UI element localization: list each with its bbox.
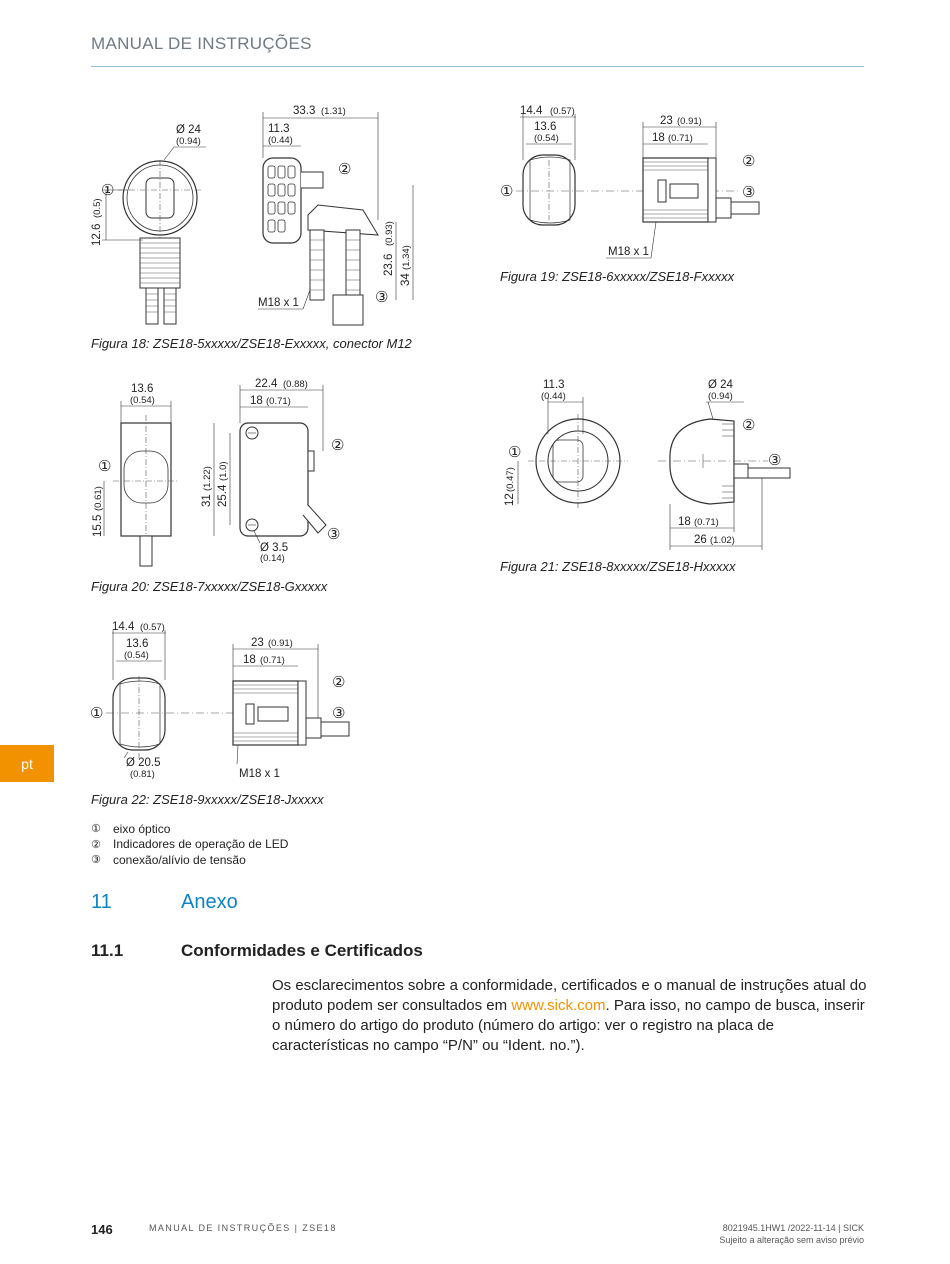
legend-item <box>91 852 288 868</box>
figure-19 <box>498 100 778 265</box>
fig20-dim-d6: 25.4 <box>217 484 229 507</box>
legend-text: eixo óptico <box>113 821 171 836</box>
fig19-dim-d3: 23 <box>660 115 673 127</box>
legend-text: conexão/alívio de tensão <box>113 852 246 867</box>
fig18-dim-d2b: (1.31) <box>321 106 346 117</box>
figure-20-drawing <box>88 375 368 575</box>
fig21-dim-d4: 18 <box>678 516 691 528</box>
legend-number: ① <box>91 823 101 836</box>
fig22-dim-d5: Ø 20.5 <box>126 757 161 769</box>
fig20-dim-d5b: (1.22) <box>202 466 213 491</box>
fig21-dim-d3: 12 <box>504 493 516 506</box>
fig19-dim-d3b: (0.91) <box>677 116 702 127</box>
fig18-thread: M18 x 1 <box>258 297 299 309</box>
legend-text: Indicadores de operação de LED <box>113 837 289 852</box>
figure-19-drawing <box>498 100 778 265</box>
fig18-dim-d6: 34 <box>400 273 412 286</box>
fig20-marker-2: ② <box>331 437 345 454</box>
footer-note: Sujeito a alteração sem aviso prévio <box>719 1235 864 1245</box>
fig22-dim-d1: 14.4 <box>112 621 135 633</box>
fig18-dim-d6b: (1.34) <box>401 245 412 270</box>
fig18-dim-d2: 33.3 <box>293 105 316 117</box>
header-rule <box>91 66 864 67</box>
fig21-dim-d1b: (0.44) <box>541 391 566 402</box>
figure-18-drawing <box>88 100 448 330</box>
figure-19-caption: Figura 19: ZSE18-6xxxxx/ZSE18-Fxxxxx <box>500 269 735 284</box>
fig20-dim-d3: 18 <box>250 395 263 407</box>
fig20-dim-d6b: (1.0) <box>218 461 229 481</box>
section-title: Anexo <box>181 891 238 913</box>
fig22-marker-3: ③ <box>332 705 346 722</box>
footer-reference <box>719 1222 864 1246</box>
fig19-dim-d2b: (0.54) <box>534 133 559 144</box>
figure-22-drawing <box>88 618 368 783</box>
fig21-marker-2: ② <box>742 417 756 434</box>
subsection-title: Conformidades e Certificados <box>181 941 423 960</box>
fig20-dim-d7b: (0.14) <box>260 553 285 564</box>
figure-21-drawing <box>498 374 798 554</box>
legend-number: ② <box>91 838 101 851</box>
fig19-dim-d4b: (0.71) <box>668 133 693 144</box>
fig21-marker-1: ① <box>508 444 522 461</box>
fig19-dim-d2: 13.6 <box>534 121 557 133</box>
fig22-marker-2: ② <box>332 674 346 691</box>
fig22-dim-d2b: (0.54) <box>124 650 149 661</box>
figure-22-caption: Figura 22: ZSE18-9xxxxx/ZSE18-Jxxxxx <box>91 792 324 807</box>
fig18-dim-d1b: (0.94) <box>176 136 201 147</box>
section-number: 11 <box>91 891 112 913</box>
fig22-dim-d5b: (0.81) <box>130 769 155 780</box>
fig21-dim-d1: 11.3 <box>543 379 565 391</box>
fig22-dim-d4: 18 <box>243 654 256 666</box>
fig20-dim-d1b: (0.54) <box>130 395 155 406</box>
page-number: 146 <box>91 1222 113 1237</box>
fig18-dim-d5b: (0.93) <box>384 221 395 246</box>
figure-22 <box>88 618 368 783</box>
page-header-title: MANUAL DE INSTRUÇÕES <box>91 34 312 53</box>
fig21-dim-d5: 26 <box>694 534 707 546</box>
fig22-dim-d1b: (0.57) <box>140 622 165 633</box>
fig22-thread: M18 x 1 <box>239 768 280 780</box>
fig19-dim-d1: 14.4 <box>520 105 543 117</box>
figure-20-caption: Figura 20: ZSE18-7xxxxx/ZSE18-Gxxxxx <box>91 579 328 594</box>
fig19-marker-3: ③ <box>742 184 756 201</box>
fig19-marker-2: ② <box>742 153 756 170</box>
figure-21-caption: Figura 21: ZSE18-8xxxxx/ZSE18-Hxxxxx <box>500 559 736 574</box>
fig22-dim-d3: 23 <box>251 637 264 649</box>
fig19-dim-d4: 18 <box>652 132 665 144</box>
fig21-dim-d2b: (0.94) <box>708 391 733 402</box>
fig18-marker-2: ② <box>338 161 352 178</box>
figure-21 <box>498 374 798 554</box>
fig18-dim-d3b: (0.44) <box>268 135 293 146</box>
figure-18 <box>88 100 448 330</box>
fig20-dim-d5: 31 <box>201 494 213 507</box>
fig19-marker-1: ① <box>500 183 514 200</box>
fig20-dim-d1: 13.6 <box>131 383 154 395</box>
fig21-marker-3: ③ <box>768 452 782 469</box>
figure-legend <box>91 821 288 868</box>
fig20-dim-d2b: (0.88) <box>283 379 308 390</box>
fig18-dim-d3: 11.3 <box>268 123 290 135</box>
fig21-dim-d3b: (0.47) <box>505 467 516 492</box>
fig18-dim-d4b: (0.5) <box>92 198 103 218</box>
fig19-dim-d1b: (0.57) <box>550 106 575 117</box>
fig20-dim-d7: Ø 3.5 <box>260 542 289 554</box>
legend-item <box>91 821 288 837</box>
language-tab: pt <box>0 745 54 782</box>
fig21-dim-d5b: (1.02) <box>710 535 735 546</box>
sick-website-link[interactable]: www.sick.com <box>511 997 606 1014</box>
legend-number: ③ <box>91 854 101 867</box>
fig22-dim-d4b: (0.71) <box>260 655 285 666</box>
fig20-marker-1: ① <box>98 458 112 475</box>
fig19-thread: M18 x 1 <box>608 246 649 258</box>
fig18-marker-3: ③ <box>375 289 389 306</box>
footer-document-title: MANUAL DE INSTRUÇÕES | ZSE18 <box>149 1223 337 1233</box>
figure-18-caption: Figura 18: ZSE18-5xxxxx/ZSE18-Exxxxx, conector M12 <box>91 336 412 351</box>
fig22-marker-1: ① <box>90 705 104 722</box>
fig20-dim-d4b: (0.61) <box>93 486 104 511</box>
figure-20 <box>88 375 368 575</box>
fig18-dim-d4: 12.6 <box>91 223 103 246</box>
fig20-dim-d3b: (0.71) <box>266 396 291 407</box>
fig18-dim-d5: 23.6 <box>383 253 395 276</box>
fig18-dim-d1: Ø 24 <box>176 124 201 136</box>
fig20-dim-d2: 22.4 <box>255 378 278 390</box>
body-text-part2: . Para isso, no campo de busca, inserir o número do artigo do produto (número do artigo: ver o registro na placa de características no campo “P/N” ou “Ident. no.”). <box>272 997 865 1054</box>
fig22-dim-d2: 13.6 <box>126 638 149 650</box>
body-text-part1: Os esclarecimentos sobre a conformidade, certificados e o manual de instruções atual do produto podem ser consultados em <box>272 977 867 1014</box>
body-paragraph <box>272 976 872 1056</box>
subsection-number: 11.1 <box>91 941 124 960</box>
fig20-dim-d4: 15.5 <box>92 514 104 537</box>
legend-item <box>91 837 288 853</box>
fig21-dim-d4b: (0.71) <box>694 517 719 528</box>
fig21-dim-d2: Ø 24 <box>708 379 733 391</box>
footer-doc-ref: 8021945.1HW1 /2022-11-14 | SICK <box>722 1223 864 1233</box>
fig22-dim-d3b: (0.91) <box>268 638 293 649</box>
fig18-marker-1: ① <box>101 182 115 199</box>
fig20-marker-3: ③ <box>327 526 341 543</box>
